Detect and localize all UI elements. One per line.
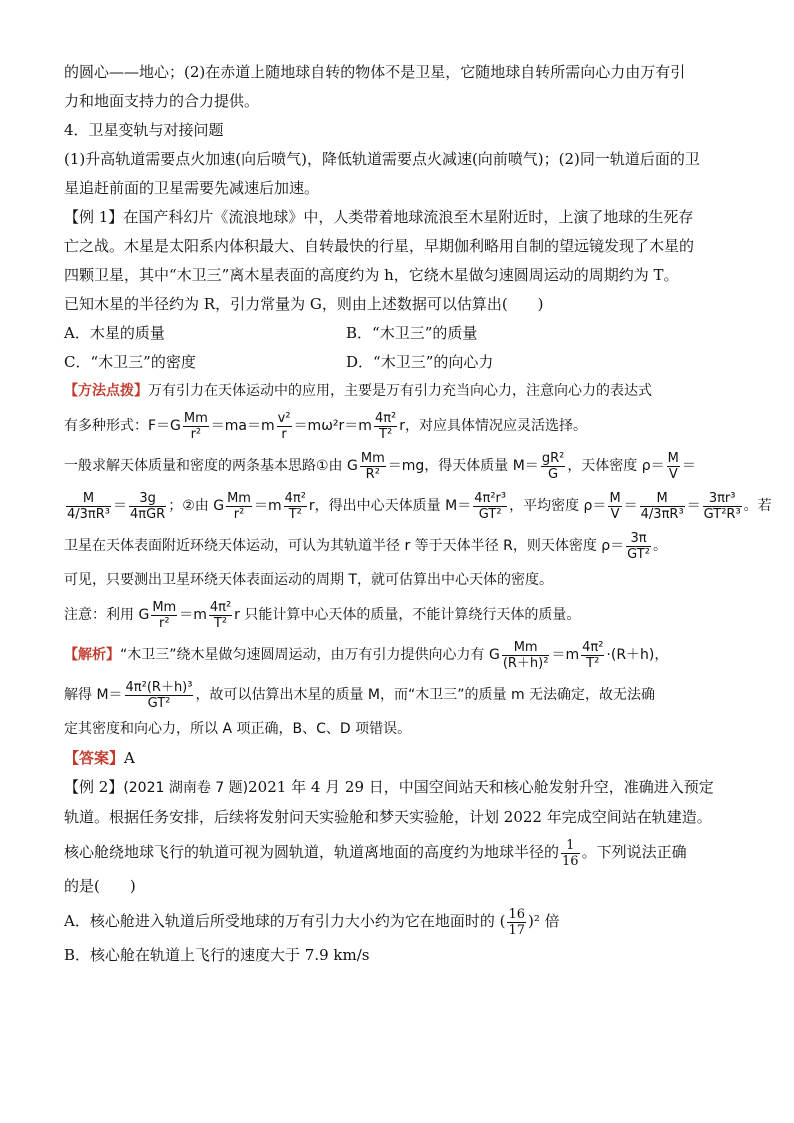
method-tag: 【方法点拨】 bbox=[64, 383, 148, 399]
method-line-4: $\frac{M}{\text{4/3πR³}}$ ＝ $\frac{3g}{\text{4πGR}}$ ；②由 G $\frac{Mm}{\text{r²}}$ ＝m $\frac{\text{4π²}}{\text{T²}}$ r，得出中心天体质量 M＝ $\frac{\text{4π²r³}}{\text{GT²}}$ ，平均密度 ρ＝ $\frac{M}{V}$ ＝ $\frac{M}{\text{4/3πR³}}$ ＝ $\frac{\text{3πr³}}{\text{GT²R³}}$ 。若 bbox=[67, 490, 772, 522]
example1-option-b: B．“木卫三”的质量 bbox=[346, 324, 478, 342]
analysis-line-1: 【解析】“木卫三”绕木星做匀速圆周运动，由万有引力提供向心力有 G $\frac{Mm}{\text{(R＋h)²}}$ ＝m $\frac{\text{4π²}}{\text{T²}}$ ·(R＋h)， bbox=[64, 639, 669, 671]
example2-line-3: 核心舱绕地球飞行的轨道可视为圆轨道，轨道离地面的高度约为地球半径的 $\frac{1}{16}$ 。下列说法正确 bbox=[64, 837, 687, 869]
example1-line-2: 亡之战。木星是太阳系内体积最大、自转最快的行星，早期伽利略用自制的望远镜发现了木星的 bbox=[64, 237, 695, 255]
example1-option-a: A．木星的质量 bbox=[64, 324, 165, 342]
example1-option-d: D．“木卫三”的向心力 bbox=[346, 353, 494, 371]
analysis-line-2: 解得 M＝ $\frac{\text{4π²(R＋h)³}}{\text{GT²}}$ ，故可以估算出木星的质量 M，而“木卫三”的质量 m 无法确定，故无法确 bbox=[64, 679, 656, 711]
example1-line-4: 已知木星的半径约为 R，引力常量为 G，则由上述数据可以估算出( ) bbox=[64, 295, 544, 313]
method-line-7: 注意：利用 G $\frac{Mm}{\text{r²}}$ ＝m $\frac{\text{4π²}}{\text{T²}}$ r 只能计算中心天体的质量，不能计算绕行天体的质量。 bbox=[64, 599, 581, 631]
answer-line bbox=[64, 744, 744, 773]
example1-options-cd bbox=[64, 348, 744, 377]
example1-line-1: 【例 1】在国产科幻片《流浪地球》中，人类带着地球流浪至木星附近时，上演了地球的生死存 bbox=[64, 208, 694, 226]
example1-line-3: 四颗卫星，其中“木卫三”离木星表面的高度约为 h，它绕木星做匀速圆周运动的周期约为 T。 bbox=[64, 266, 679, 284]
method-line-6: 可见，只要测出卫星环绕天体表面运动的周期 T，就可估算出中心天体的密度。 bbox=[64, 572, 553, 588]
example2-line-4: 的是( ) bbox=[64, 877, 136, 895]
example2-line-1: 【例 2】(2021 湖南卷 7 题)2021 年 4 月 29 日，中国空间站天和核心舱发射升空，准确进入预定 bbox=[64, 778, 714, 796]
method-line-3: 一般求解天体质量和密度的两条基本思路①由 G $\frac{Mm}{\text{R²}}$ ＝mg，得天体质量 M＝ $\frac{\text{gR²}}{G}$ ，天体密度 ρ＝ $\frac{M}{V}$ ＝ bbox=[64, 450, 696, 482]
method-line-5: 卫星在天体表面附近环绕天体运动，可认为其轨道半径 r 等于天体半径 R，则天体密度 ρ＝ $\frac{3\pi}{\text{GT²}}$ 。 bbox=[64, 530, 667, 562]
intro-line-3: (1)升高轨道需要点火加速(向后喷气)，降低轨道需要点火减速(向前喷气)；(2)同一轨道后面的卫 bbox=[64, 150, 700, 168]
analysis-line-3: 定其密度和向心力，所以 A 项正确，B、C、D 项错误。 bbox=[64, 721, 412, 737]
example1-option-c: C．“木卫三”的密度 bbox=[64, 353, 196, 371]
example2-line-2: 轨道。根据任务安排，后续将发射问天实验舱和梦天实验舱，计划 2022 年完成空间站在轨建造。 bbox=[64, 808, 712, 826]
example2-source: (2021 湖南卷 7 题) bbox=[123, 780, 249, 796]
intro-line-1: 的圆心——地心；(2)在赤道上随地球自转的物体不是卫星，它随地球自转所需向心力由万有引 bbox=[64, 63, 686, 81]
document-page bbox=[64, 58, 772, 970]
example1-options-ab bbox=[64, 319, 744, 348]
intro-line-2: 力和地面支持力的合力提供。 bbox=[64, 92, 260, 110]
answer-tag: 【答案】 bbox=[64, 749, 125, 767]
method-line-2: 有多种形式：F＝G $\frac{Mm}{\text{r²}}$ ＝ma＝m $\frac{\text{v²}}{r}$ ＝mω²r＝m $\frac{\text{4π²}}{\text{T²}}$ r，对应具体情况应灵活选择。 bbox=[64, 410, 588, 442]
analysis-tag: 【解析】 bbox=[64, 647, 120, 663]
intro-line-4: 星追赶前面的卫星需要先减速后加速。 bbox=[64, 179, 320, 197]
answer-value: A bbox=[124, 749, 135, 767]
method-line-1: 【方法点拨】万有引力在天体运动中的应用，主要是万有引力充当向心力，注意向心力的表达式 bbox=[64, 383, 652, 399]
example2-tag: 【例 2】 bbox=[64, 778, 124, 796]
section-heading-4: 4．卫星变轨与对接问题 bbox=[64, 121, 224, 139]
example2-option-b: B．核心舱在轨道上飞行的速度大于 7.9 km/s bbox=[64, 946, 370, 964]
example2-option-a: A．核心舱进入轨道后所受地球的万有引力大小约为它在地面时的 ( $\frac{16}{17}$ )² 倍 bbox=[64, 906, 560, 938]
example1-tag: 【例 1】 bbox=[64, 208, 124, 226]
